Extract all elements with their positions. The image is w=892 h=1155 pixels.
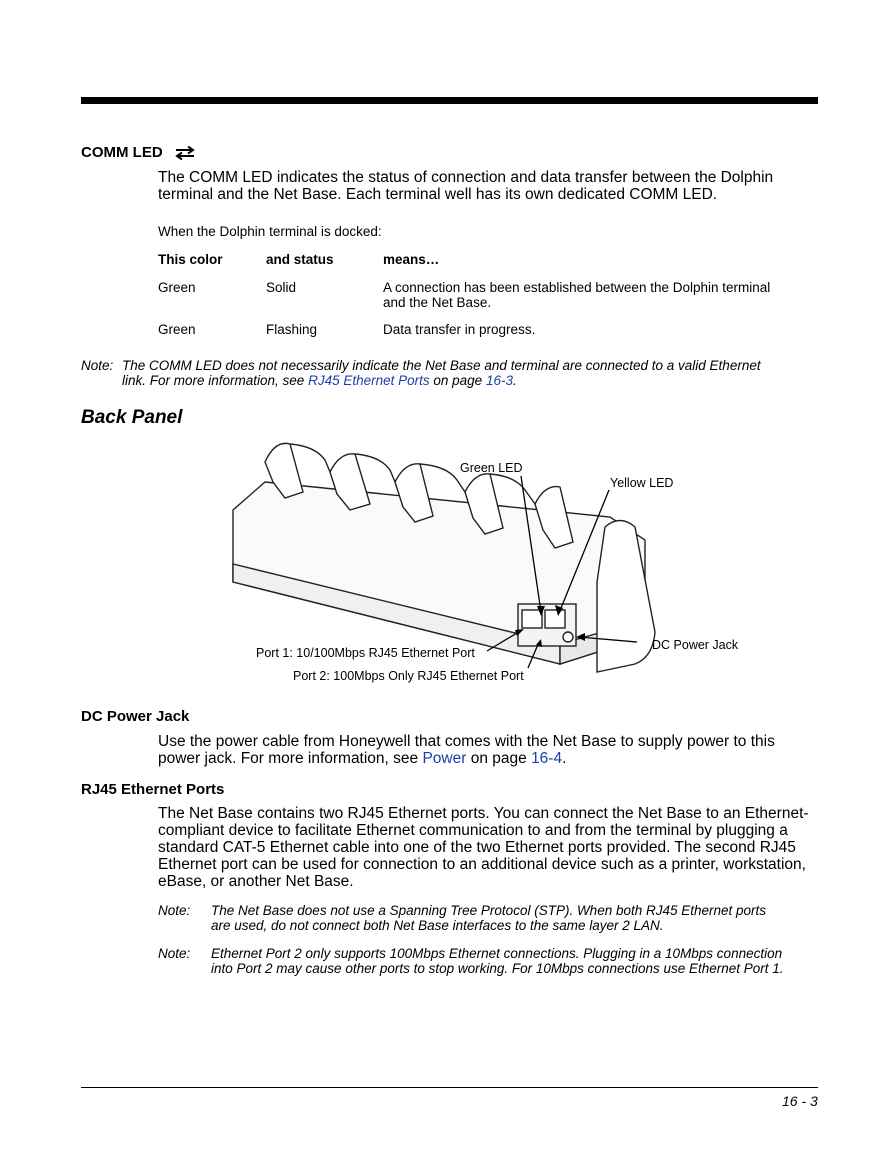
table-cell-means: Data transfer in progress. <box>383 322 536 337</box>
dc-power-jack-callout: DC Power Jack <box>652 638 739 652</box>
note-line <box>122 373 517 388</box>
green-led-callout: Green LED <box>460 461 523 475</box>
comm-led-heading <box>81 144 195 161</box>
top-rule <box>81 97 818 104</box>
rj45-note-1 <box>211 903 766 933</box>
note-text: on page <box>429 373 486 388</box>
note-label: Note: <box>158 946 191 961</box>
dc-power-jack-text <box>158 733 775 767</box>
rj45-line: compliant device to facilitate Ethernet communication to and from the terminal by plugging a <box>158 822 788 839</box>
docked-intro: When the Dolphin terminal is docked: <box>158 224 382 239</box>
port2-callout: Port 2: 100Mbps Only RJ45 Ethernet Port <box>293 669 524 683</box>
bottom-rule <box>81 1087 818 1088</box>
body-text: power jack. For more information, see <box>158 750 423 767</box>
rj45-line: Ethernet port can be used for connection to an additional device such as a printer, workstation, <box>158 856 806 873</box>
table-cell-status: Flashing <box>266 322 318 337</box>
table-cell-color: Green <box>158 322 196 337</box>
back-panel-title: Back Panel <box>81 407 183 428</box>
note-line: The Net Base does not use a Spanning Tree Protocol (STP). When both RJ45 Ethernet ports <box>211 903 767 918</box>
comm-led-description <box>158 169 773 203</box>
dc-power-jack-heading: DC Power Jack <box>81 708 190 725</box>
comm-led-description-line: The COMM LED indicates the status of connection and data transfer between the Dolphin <box>158 169 774 186</box>
page-number: 16 - 3 <box>782 1093 818 1109</box>
rj45-paragraph <box>158 805 809 890</box>
note-text: . <box>512 373 517 388</box>
table-header-color: This color <box>158 252 223 267</box>
note-line: The COMM LED does not necessarily indicate the Net Base and terminal are connected to a valid Ethernet <box>122 358 761 373</box>
net-base-back-panel-figure <box>225 432 825 692</box>
arrows-exchange-icon <box>175 146 195 160</box>
page-16-3-link[interactable]: 16-3 <box>485 373 513 388</box>
rj45-line: eBase, or another Net Base. <box>158 873 354 890</box>
note-text: link. For more information, see <box>122 373 309 388</box>
table-cell-color: Green <box>158 280 196 295</box>
body-text: on page <box>466 750 532 767</box>
note-line: into Port 2 may cause other ports to stop working. For 10Mbps connections use Ethernet Port 1. <box>211 961 784 976</box>
note-line: are used, do not connect both Net Base interfaces to the same layer 2 LAN. <box>211 918 664 933</box>
power-link[interactable]: Power <box>422 750 467 767</box>
port1-callout: Port 1: 10/100Mbps RJ45 Ethernet Port <box>256 646 475 660</box>
body-text: . <box>562 750 567 767</box>
dc-power-jack-line <box>158 750 775 767</box>
rj45-line: The Net Base contains two RJ45 Ethernet ports. You can connect the Net Base to an Ethernet- <box>158 805 809 822</box>
table-cell-status: Solid <box>266 280 297 295</box>
note-line: Ethernet Port 2 only supports 100Mbps Ethernet connections. Plugging in a 10Mbps connection <box>211 946 783 961</box>
table-header-status: and status <box>266 252 334 267</box>
dc-power-jack-line: Use the power cable from Honeywell that comes with the Net Base to supply power to this <box>158 733 775 750</box>
comm-led-description-line: terminal and the Net Base. Each terminal well has its own dedicated COMM LED. <box>158 186 718 203</box>
table-cell-means <box>383 280 770 310</box>
comm-led-heading-text: COMM LED <box>81 144 163 161</box>
yellow-led-callout: Yellow LED <box>610 476 674 490</box>
rj45-ethernet-ports-link[interactable]: RJ45 Ethernet Ports <box>308 373 430 388</box>
rj45-line: standard CAT-5 Ethernet cable into one of the two Ethernet ports provided. The second RJ45 <box>158 839 796 856</box>
rj45-heading: RJ45 Ethernet Ports <box>81 781 225 798</box>
note-label: Note: <box>158 903 191 918</box>
page-16-4-link[interactable]: 16-4 <box>531 750 563 767</box>
table-cell-means-line: and the Net Base. <box>383 295 492 310</box>
table-cell-means-line: A connection has been established between the Dolphin terminal <box>383 280 771 295</box>
rj45-note-2 <box>211 946 784 976</box>
table-header-means: means… <box>383 252 440 267</box>
note-label: Note: <box>81 358 114 373</box>
